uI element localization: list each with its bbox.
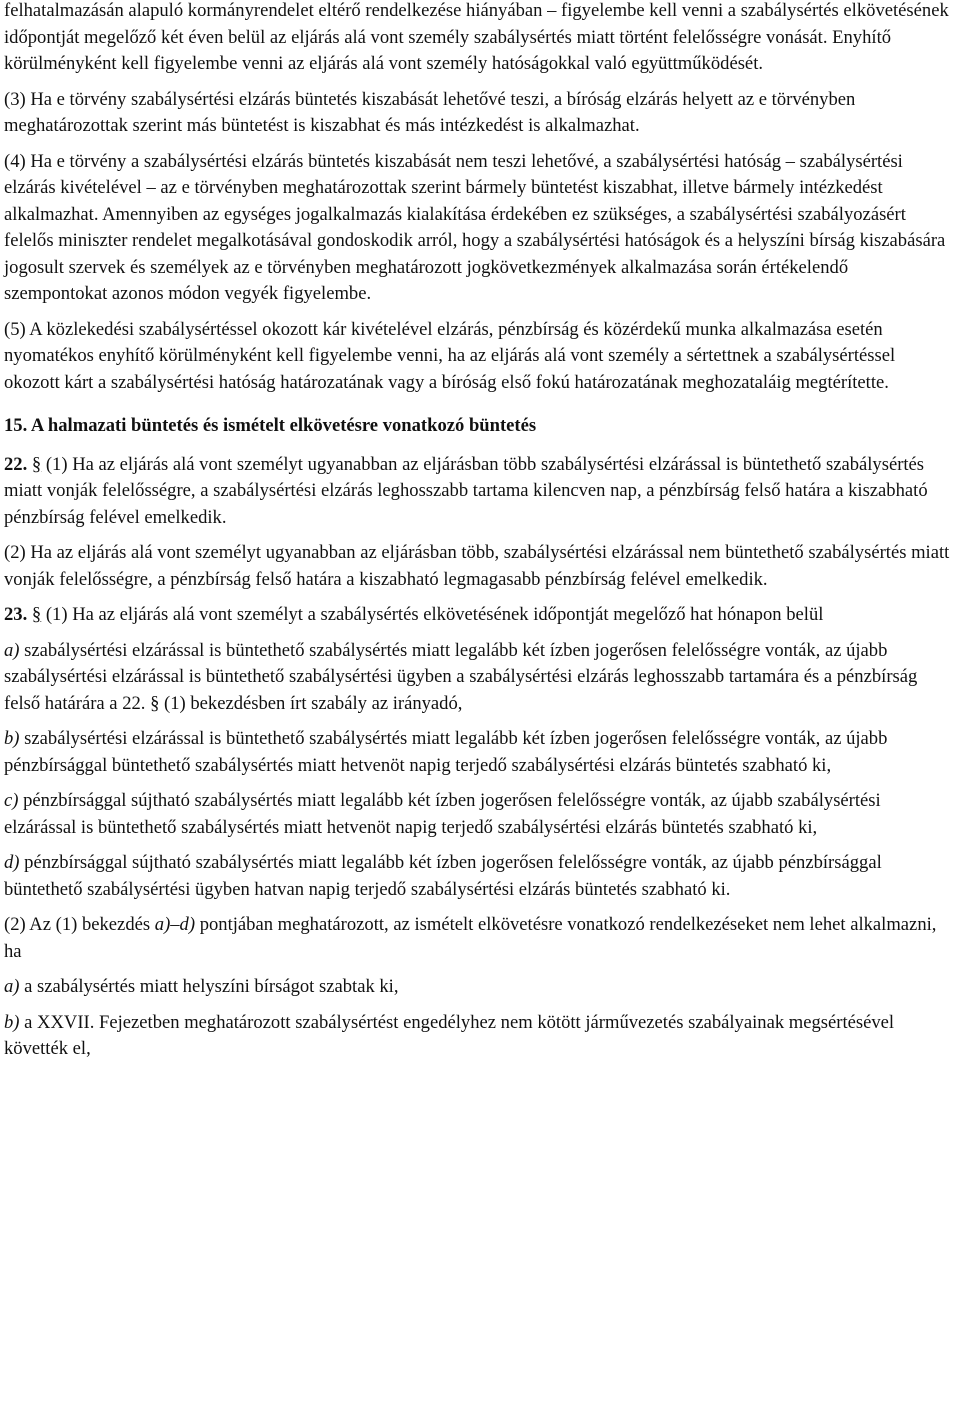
section-23-number: 23. <box>4 604 28 625</box>
section-23-paragraph-1-text: (1) Ha az eljárás alá vont személyt a szabálysértés elkövetésének időpontját megelőző hat hónapon belül <box>45 604 824 625</box>
section-23-paragraph-2-after: pontjában meghatározott, az ismételt elkövetésre vonatkozó rendelkezéseket nem lehet alkalmazni, ha <box>4 914 937 962</box>
paragraph-3: (3) Ha e törvény szabálysértési elzárás büntetés kiszabását lehetővé teszi, a bíróság elzárás helyett az e törvényben meghatározottak szerint más büntetést is kiszabhat és más intézkedést is alkalmazhat. <box>4 88 856 136</box>
section-22-paragraph-1 <box>4 452 954 532</box>
list-item-a-text: szabálysértési elzárással is büntethető szabálysértés miatt legalább két ízben jogerősen felelősségre vonták, az újabb szabálysértési elzárással is büntethető szabálysértési ügyben a szabálysértési elzárás leghosszabb tartamára és a pénzbírság felső határára a 22. § (1) bekezdésben írt szabály az irányadó, <box>4 639 918 714</box>
section-22-symbol: § <box>31 453 42 475</box>
list-item-d-text: pénzbírsággal sújtható szabálysértés miatt legalább két ízben jogerősen felelősségre vonták, az újabb pénzbírsággal büntethető szabálysértési ügyben hatvan napig terjedő szabálysértési elzárás büntetés szabható ki. <box>4 852 882 900</box>
exception-item-b-marker: b) <box>4 1011 20 1033</box>
list-item-b <box>4 726 954 779</box>
section-23-paragraph-2 <box>4 912 954 965</box>
exception-item-b <box>4 1010 954 1063</box>
paragraph-4: (4) Ha e törvény a szabálysértési elzárás büntetés kiszabását nem teszi lehetővé, a szabálysértési hatóság – szabálysértési elzárás kivételével – az e törvényben meghatározottak szerint bármely büntetést kiszabhat, illetve bármely intézkedést alkalmazhat. Amennyiben az egységes jogalkalmazás kialakítása érdekében ez szükséges, a szabálysértési szabályozásért felelős miniszter rendelet megalkotásával gondoskodik arról, hogy a szabálysértési hatóságok és a helyszíni bírság kiszabására jogosult szervek és személyek az e törvényben meghatározott jogkövetkezmények alkalmazása során értékelendő szempontokat azonos módon vegyék figyelembe. <box>4 150 946 304</box>
list-item-b-marker: b) <box>4 728 20 749</box>
exception-item-a-marker: a) <box>4 976 20 997</box>
exception-item-b-text: a XXVII. Fejezetben meghatározott szabálysértést engedélyhez nem kötött járművezetés szabályainak megsértésével követték el, <box>4 1011 895 1059</box>
section-23-symbol: § <box>31 604 42 625</box>
section-23-paragraph-2-range: a)–d) <box>154 914 196 935</box>
paragraph-continuation: felhatalmazásán alapuló kormányrendelet eltérő rendelkezése hiányában – figyelembe kell venni a szabálysértés elkövetésének időpontját megelőző két éven belül az eljárás alá vont személy szabálysértés miatt történt felelősségre vonását. Enyhítő körülményként kell figyelembe venni az eljárás alá vont személy hatóságokkal való együttműködését. <box>4 0 949 74</box>
exception-item-a <box>4 974 954 1001</box>
section-23-paragraph-1 <box>4 602 954 629</box>
section-22-paragraph-1-text: (1) Ha az eljárás alá vont személyt ugyanabban az eljárásban több szabálysértési elzárással is büntethető szabálysértés miatt vonják felelősségre, a szabálysértési elzárás leghosszabb tartama kilencven nap, a pénzbírság felső határa a kiszabható pénzbírság felével emelkedik. <box>4 453 928 528</box>
list-item-d <box>4 850 954 903</box>
list-item-c <box>4 788 954 841</box>
section-22-paragraph-2: (2) Ha az eljárás alá vont személyt ugyanabban az eljárásban több, szabálysértési elzárással nem büntethető szabálysértés miatt vonják felelősségre, a pénzbírság felső határa a kiszabható legmagasabb pénzbírság felével emelkedik. <box>4 542 950 590</box>
exception-item-a-text: a szabálysértés miatt helyszíni bírságot szabtak ki, <box>24 976 399 997</box>
list-item-c-marker: c) <box>4 790 19 811</box>
list-item-a-marker: a) <box>4 639 20 661</box>
list-item-b-text: szabálysértési elzárással is büntethető szabálysértés miatt legalább két ízben jogerősen felelősségre vonták, az újabb pénzbírsággal büntethető szabálysértés miatt hetvenöt napig terjedő szabálysértési elzárás büntetés szabható ki, <box>4 728 888 776</box>
paragraph-5: (5) A közlekedési szabálysértéssel okozott kár kivételével elzárás, pénzbírság és közérdekű munka alkalmazása esetén nyomatékos enyhítő körülményként kell figyelembe venni, ha az eljárás alá vont személy a sértettnek a szabálysértéssel okozott kárt a szabálysértési hatóság határozatának vagy a bíróság első fokú határozatának meghozataláig megtérítette. <box>4 318 896 393</box>
list-item-a <box>4 638 954 718</box>
section-22-number: 22. <box>4 453 28 475</box>
list-item-c-text: pénzbírsággal sújtható szabálysértés miatt legalább két ízben jogerősen felelősségre vonták, az újabb szabálysértési elzárással is büntethető szabálysértés miatt hetvenöt napig terjedő szabálysértési elzárás büntetés szabható ki, <box>4 790 881 838</box>
list-item-d-marker: d) <box>4 852 20 873</box>
section-heading: 15. A halmazati büntetés és ismételt elkövetésre vonatkozó büntetés <box>4 415 537 436</box>
section-23-paragraph-2-before: (2) Az (1) bekezdés <box>4 914 151 935</box>
